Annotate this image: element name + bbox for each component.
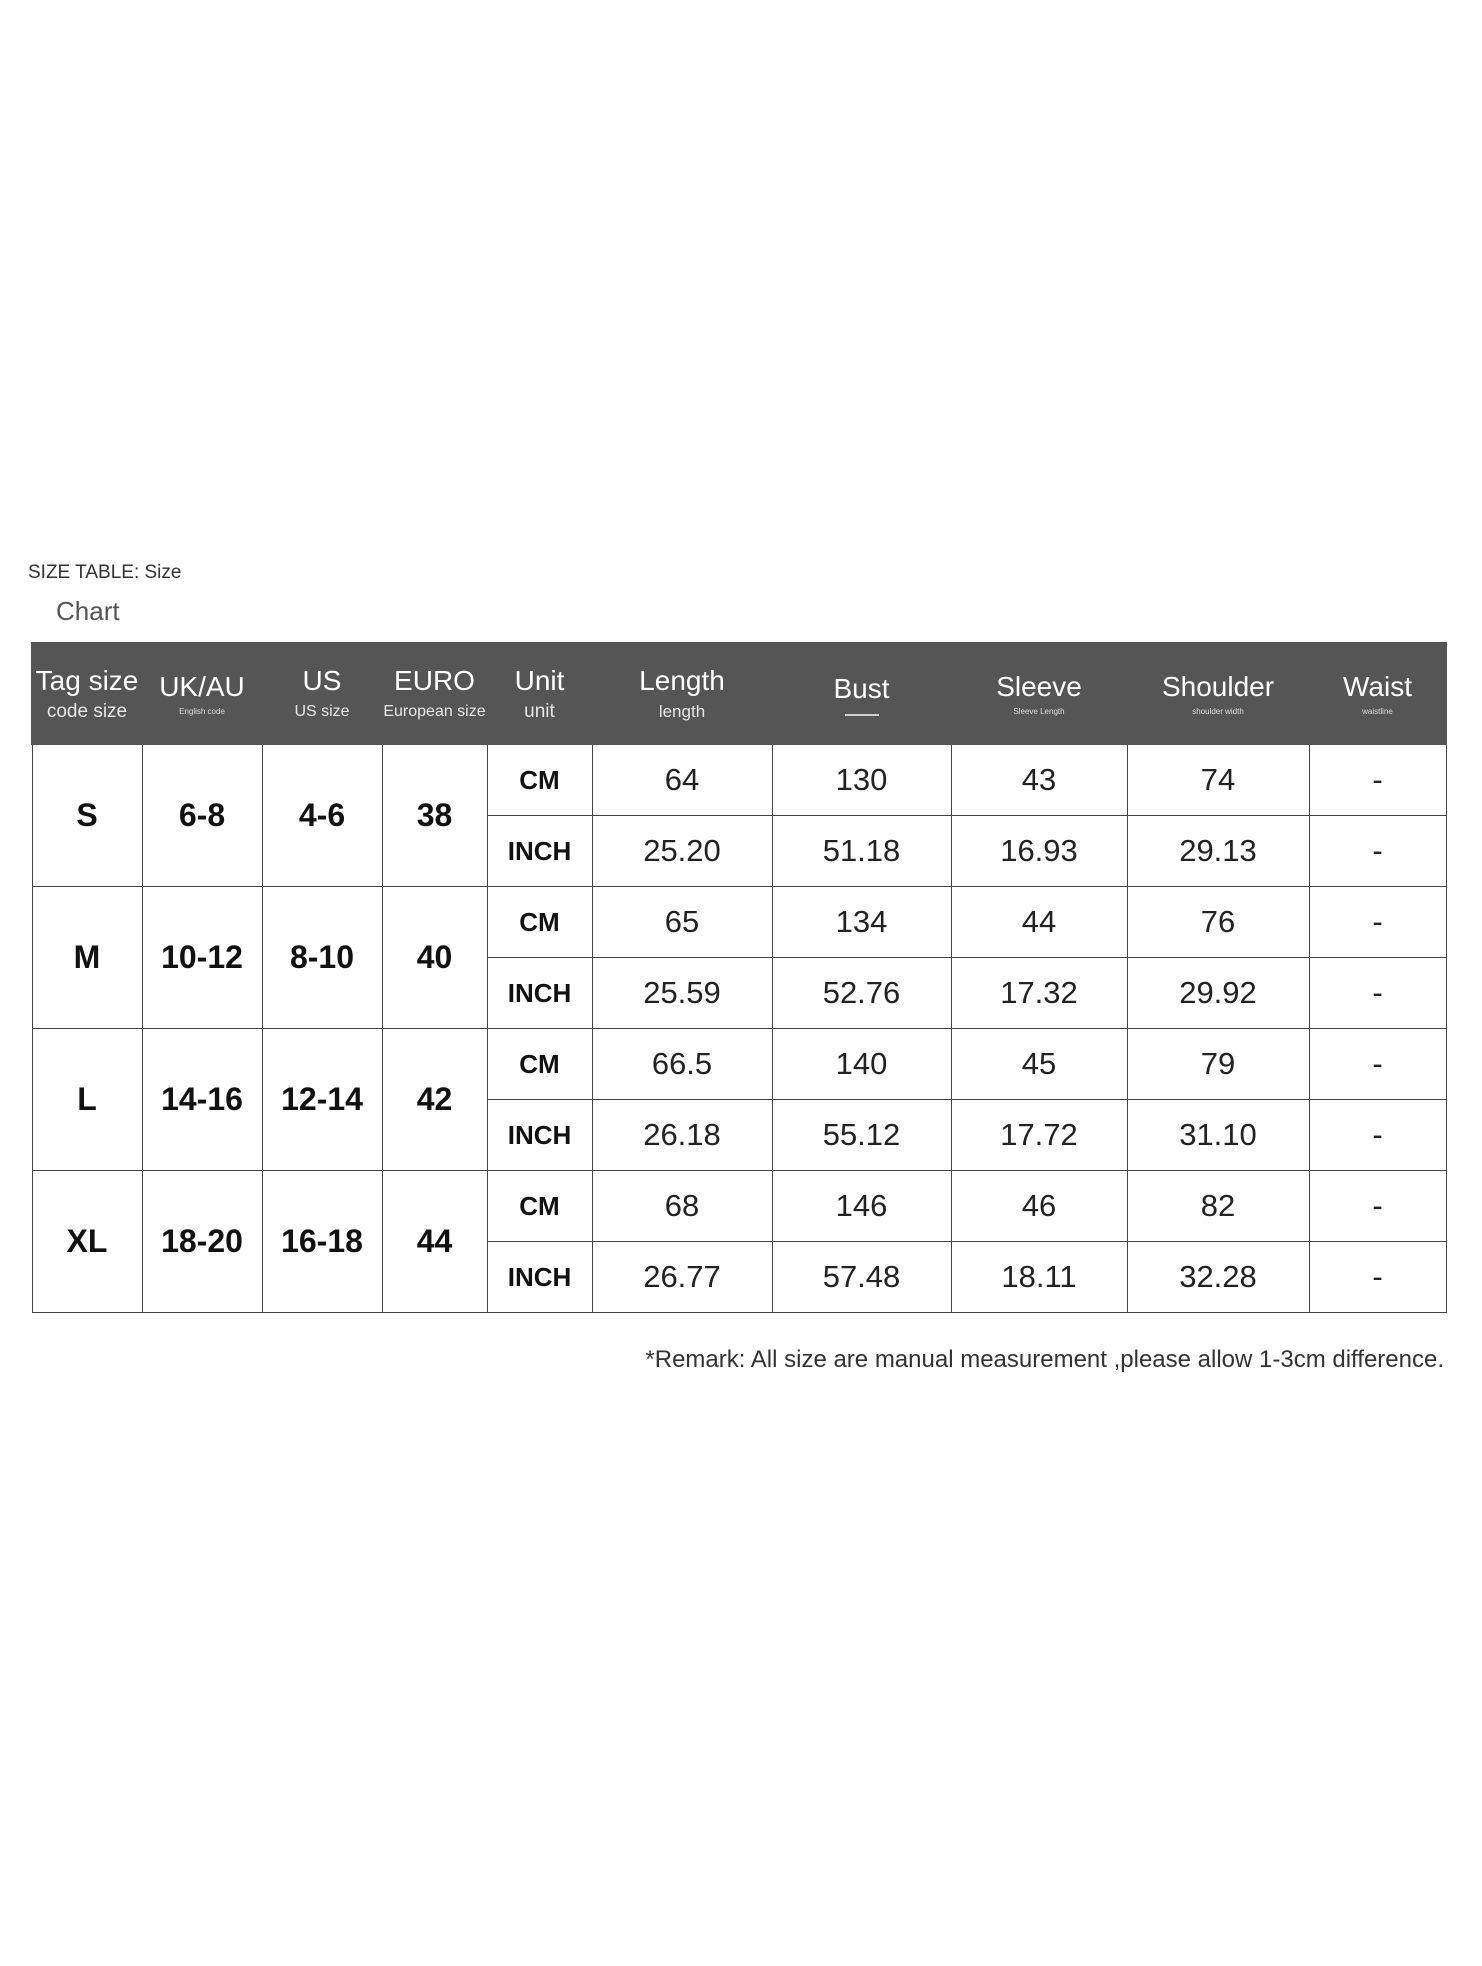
shoulder-cell: 31.10: [1127, 1100, 1309, 1171]
us-cell: 8-10: [262, 887, 382, 1029]
length-cell: 64: [592, 744, 772, 816]
ukau-cell: 18-20: [142, 1171, 262, 1313]
waist-cell: -: [1309, 887, 1446, 958]
header-unit-label: Unit: [514, 664, 565, 696]
header-bust: [772, 643, 951, 744]
waist-cell: -: [1309, 1100, 1446, 1171]
header-row: [32, 643, 1446, 744]
unit-cell: CM: [487, 1029, 592, 1100]
header-shoulder-sub: shoulder width: [1192, 706, 1244, 716]
header-bust-underline: [845, 714, 879, 716]
unit-cell: INCH: [487, 816, 592, 887]
ukau-cell: 6-8: [142, 744, 262, 887]
us-cell: 12-14: [262, 1029, 382, 1171]
shoulder-cell: 32.28: [1127, 1242, 1309, 1313]
size-chart-table: [31, 642, 1447, 1313]
header-tag-size: [32, 643, 142, 744]
table-row: [32, 887, 1446, 958]
table-row: [32, 1171, 1446, 1242]
length-cell: 25.20: [592, 816, 772, 887]
ukau-cell: 14-16: [142, 1029, 262, 1171]
bust-cell: 57.48: [772, 1242, 951, 1313]
euro-cell: 40: [382, 887, 487, 1029]
shoulder-cell: 74: [1127, 744, 1309, 816]
sleeve-cell: 17.72: [951, 1100, 1127, 1171]
shoulder-cell: 29.13: [1127, 816, 1309, 887]
header-length-sub: length: [658, 701, 706, 721]
header-length: [592, 643, 772, 744]
header-tag-size-label: Tag size: [35, 664, 139, 696]
unit-cell: INCH: [487, 1100, 592, 1171]
shoulder-cell: 76: [1127, 887, 1309, 958]
header-us-sub: US size: [294, 702, 350, 720]
header-sleeve: [951, 643, 1127, 744]
bust-cell: 134: [772, 887, 951, 958]
waist-cell: -: [1309, 744, 1446, 816]
header-bust-label: Bust: [833, 672, 890, 704]
size-table-title: SIZE TABLE: Size: [28, 562, 182, 583]
header-waist: [1309, 643, 1446, 744]
shoulder-cell: 79: [1127, 1029, 1309, 1100]
header-euro: [382, 643, 487, 744]
header-sleeve-label: Sleeve: [996, 670, 1082, 702]
bust-cell: 130: [772, 744, 951, 816]
euro-cell: 38: [382, 744, 487, 887]
euro-cell: 42: [382, 1029, 487, 1171]
header-ukau-label: UK/AU: [159, 670, 245, 702]
size-cell: S: [32, 744, 142, 887]
waist-cell: -: [1309, 816, 1446, 887]
header-us-label: US: [302, 664, 342, 696]
header-unit: [487, 643, 592, 744]
header-length-label: Length: [639, 664, 725, 696]
shoulder-cell: 82: [1127, 1171, 1309, 1242]
length-cell: 68: [592, 1171, 772, 1242]
header-tag-size-sub: code size: [46, 700, 128, 722]
sleeve-cell: 18.11: [951, 1242, 1127, 1313]
length-cell: 25.59: [592, 958, 772, 1029]
size-table-subtitle: Chart: [56, 596, 120, 626]
table-row: [32, 744, 1446, 816]
header-us: [262, 643, 382, 744]
shoulder-cell: 29.92: [1127, 958, 1309, 1029]
bust-cell: 140: [772, 1029, 951, 1100]
length-cell: 26.77: [592, 1242, 772, 1313]
header-unit-sub: unit: [524, 700, 555, 722]
sleeve-cell: 46: [951, 1171, 1127, 1242]
header-waist-sub: waistline: [1362, 706, 1393, 716]
header-ukau: [142, 643, 262, 744]
bust-cell: 146: [772, 1171, 951, 1242]
sleeve-cell: 45: [951, 1029, 1127, 1100]
bust-cell: 55.12: [772, 1100, 951, 1171]
remark-note: *Remark: All size are manual measurement ,please allow 1-3cm difference.: [645, 1346, 1444, 1373]
length-cell: 66.5: [592, 1029, 772, 1100]
unit-cell: INCH: [487, 958, 592, 1029]
unit-cell: CM: [487, 887, 592, 958]
sleeve-cell: 17.32: [951, 958, 1127, 1029]
waist-cell: -: [1309, 1029, 1446, 1100]
sleeve-cell: 43: [951, 744, 1127, 816]
us-cell: 4-6: [262, 744, 382, 887]
header-sleeve-sub: Sleeve Length: [1013, 706, 1065, 716]
unit-cell: CM: [487, 1171, 592, 1242]
header-euro-sub: European size: [383, 702, 486, 720]
size-cell: XL: [32, 1171, 142, 1313]
size-cell: M: [32, 887, 142, 1029]
size-cell: L: [32, 1029, 142, 1171]
waist-cell: -: [1309, 958, 1446, 1029]
table-row: [32, 1029, 1446, 1100]
bust-cell: 51.18: [772, 816, 951, 887]
waist-cell: -: [1309, 1171, 1446, 1242]
unit-cell: CM: [487, 744, 592, 816]
unit-cell: INCH: [487, 1242, 592, 1313]
length-cell: 65: [592, 887, 772, 958]
header-ukau-sub: English code: [179, 706, 225, 716]
length-cell: 26.18: [592, 1100, 772, 1171]
waist-cell: -: [1309, 1242, 1446, 1313]
header-shoulder-label: Shoulder: [1161, 670, 1275, 702]
sleeve-cell: 16.93: [951, 816, 1127, 887]
header-shoulder: [1127, 643, 1309, 744]
header-waist-label: Waist: [1343, 670, 1412, 702]
euro-cell: 44: [382, 1171, 487, 1313]
us-cell: 16-18: [262, 1171, 382, 1313]
ukau-cell: 10-12: [142, 887, 262, 1029]
bust-cell: 52.76: [772, 958, 951, 1029]
sleeve-cell: 44: [951, 887, 1127, 958]
header-euro-label: EURO: [394, 664, 475, 696]
